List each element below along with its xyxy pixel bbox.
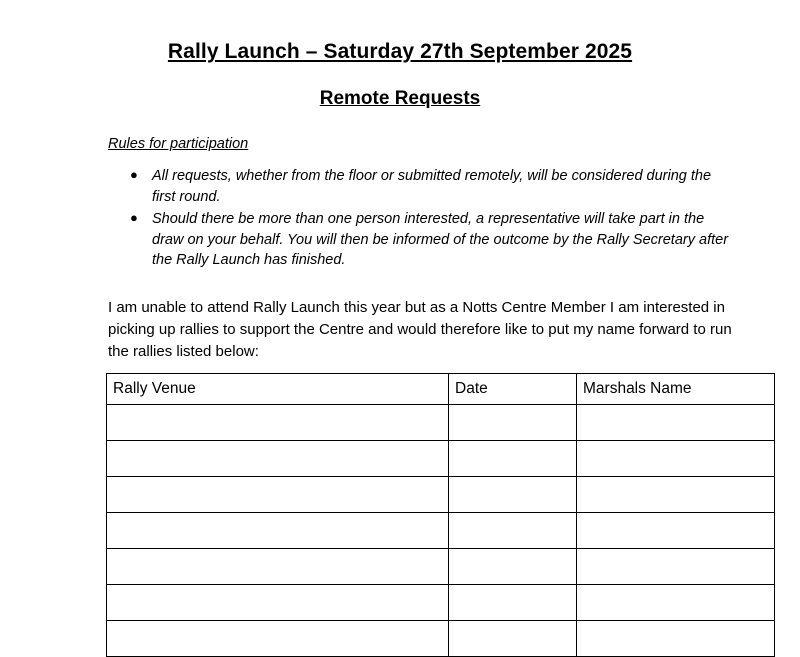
cell-rally-venue[interactable]	[107, 512, 449, 548]
cell-rally-venue[interactable]	[107, 584, 449, 620]
table-row	[107, 620, 775, 656]
table-row	[107, 584, 775, 620]
cell-rally-venue[interactable]	[107, 548, 449, 584]
cell-rally-venue[interactable]	[107, 620, 449, 656]
cell-marshals-name[interactable]	[577, 620, 775, 656]
cell-marshals-name[interactable]	[577, 476, 775, 512]
document-page	[0, 40, 800, 630]
table-header-row	[107, 373, 775, 404]
cell-date[interactable]	[449, 476, 577, 512]
table-row	[107, 404, 775, 440]
page-subtitle: Remote Requests	[319, 88, 481, 109]
table-row	[107, 512, 775, 548]
cell-marshals-name[interactable]	[577, 584, 775, 620]
cell-date[interactable]	[449, 512, 577, 548]
cell-date[interactable]	[449, 620, 577, 656]
cell-date[interactable]	[449, 404, 577, 440]
bullet-icon: ●	[130, 167, 138, 182]
column-header-marshals-name: Marshals Name	[577, 373, 775, 404]
cell-marshals-name[interactable]	[577, 548, 775, 584]
rules-list	[30, 166, 770, 271]
cell-rally-venue[interactable]	[107, 476, 449, 512]
table-row	[107, 548, 775, 584]
table-header	[107, 373, 775, 404]
column-header-date: Date	[449, 373, 577, 404]
table-body	[107, 404, 775, 656]
table-row	[107, 440, 775, 476]
list-item-text: Should there be more than one person interested, a representative will take part in the draw on your behalf. You will then be informed of the outcome by the Rally Secretary after the Rally Launch has finished.	[152, 211, 729, 269]
cell-marshals-name[interactable]	[577, 440, 775, 476]
page-title: Rally Launch – Saturday 27th September 2025	[167, 40, 633, 63]
cell-rally-venue[interactable]	[107, 404, 449, 440]
rules-heading: Rules for participation	[108, 136, 249, 152]
list-item-text: All requests, whether from the floor or submitted remotely, will be considered during the first round.	[152, 168, 712, 205]
intro-paragraph: I am unable to attend Rally Launch this year but as a Notts Centre Member I am interested in picking up rallies to support the Centre and would therefore like to put my name forward to run the rallies listed below:	[108, 298, 732, 360]
rally-request-table	[106, 373, 775, 657]
cell-marshals-name[interactable]	[577, 404, 775, 440]
list-item	[130, 166, 732, 207]
cell-date[interactable]	[449, 548, 577, 584]
list-item	[130, 209, 732, 271]
bullet-icon: ●	[130, 210, 138, 226]
table-row	[107, 476, 775, 512]
cell-date[interactable]	[449, 440, 577, 476]
cell-marshals-name[interactable]	[577, 512, 775, 548]
cell-rally-venue[interactable]	[107, 440, 449, 476]
column-header-rally-venue: Rally Venue	[107, 373, 449, 404]
cell-date[interactable]	[449, 584, 577, 620]
